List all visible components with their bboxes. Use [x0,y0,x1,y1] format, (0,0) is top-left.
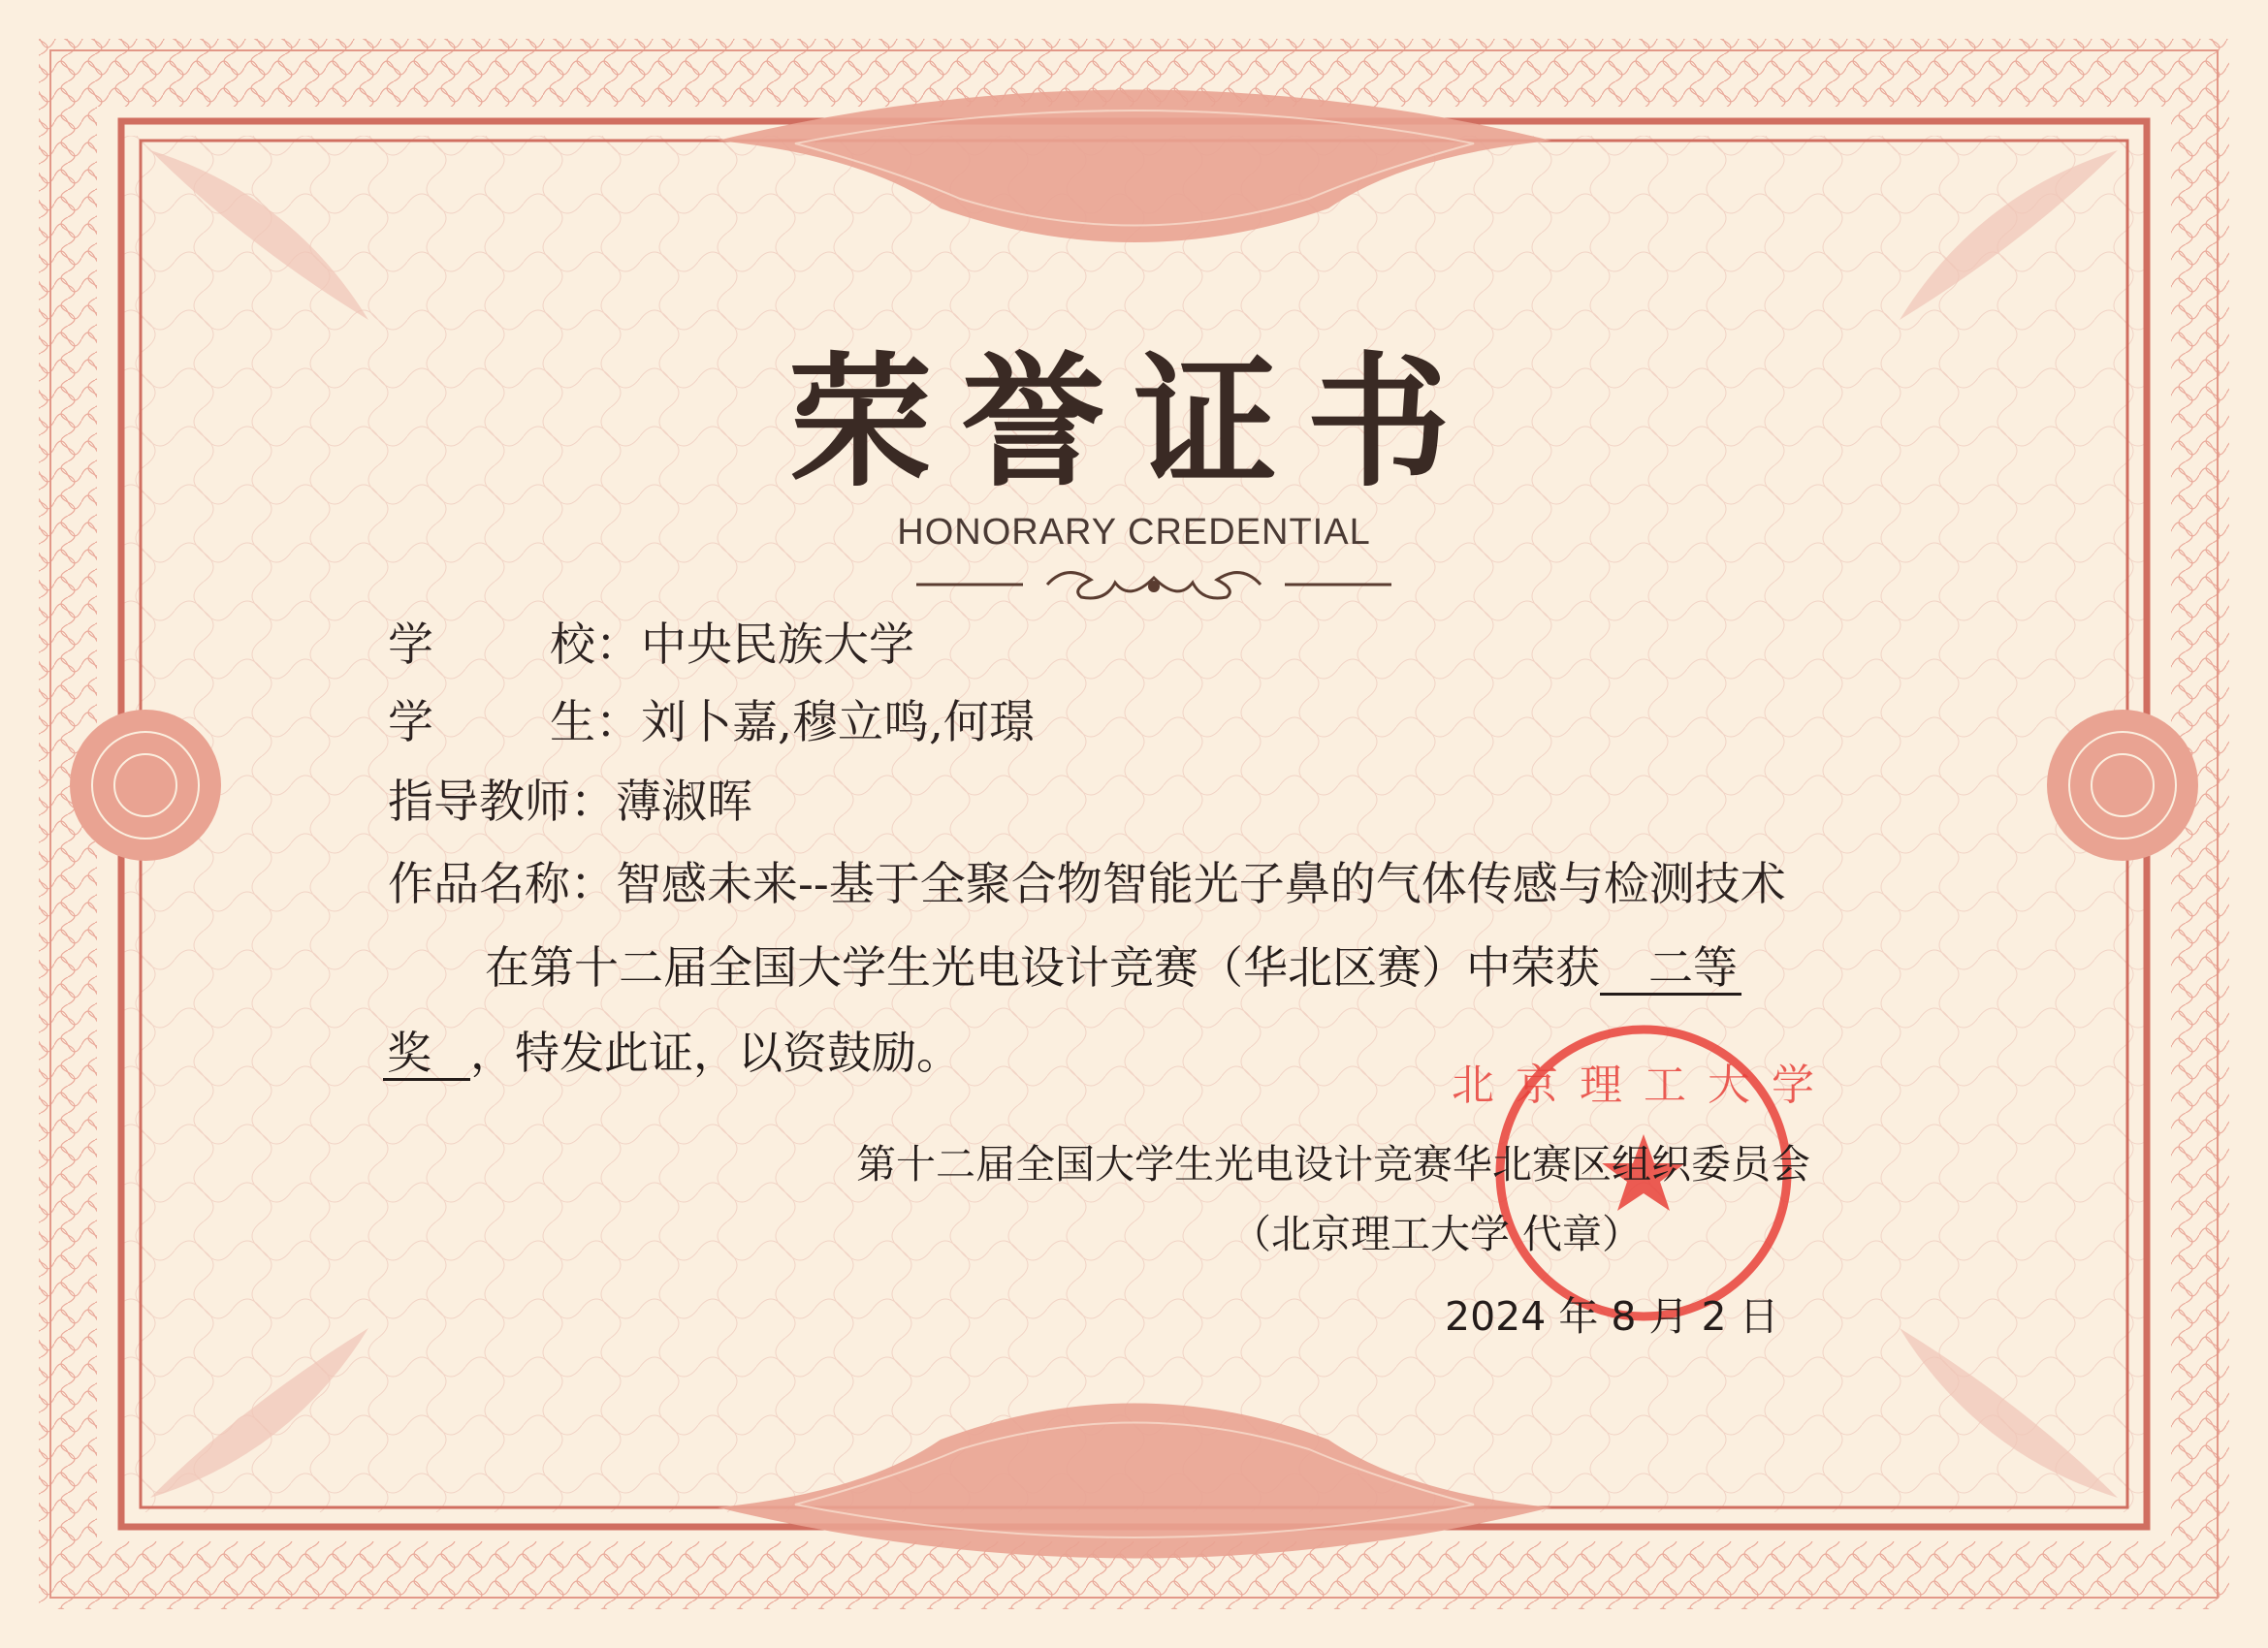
certificate-subtitle: HONORARY CREDENTIAL [897,512,1371,553]
award-sentence-line-2 [383,1018,961,1082]
students-label-char-2: 生： [550,696,641,749]
award-level-part-2: 奖 [383,1029,470,1081]
seal-text: 北京理工大学 [1452,1061,1836,1110]
students-value: 刘卜嘉,穆立鸣,何璟 [641,696,1035,749]
award-level-part-1: 二等 [1600,943,1741,996]
flourish-divider-icon [916,560,1391,609]
students-row [388,686,1035,751]
award-sentence-closing: ，特发此证，以资鼓励。 [470,1027,961,1079]
advisor-label: 指导教师： [388,776,616,829]
award-sentence-text: 在第十二届全国大学生光电设计竞赛（华北区赛）中荣获 [485,941,1600,994]
certificate-title: 荣誉证书 [788,337,1480,506]
school-row [388,609,914,674]
school-label-char-1: 学 [388,618,433,672]
students-label-char-1: 学 [388,696,433,749]
issue-date: 2024 年 8 月 2 日 [1445,1293,1779,1340]
work-title-value: 智感未来--基于全聚合物智能光子鼻的气体传感与检测技术 [616,858,1786,911]
issuing-organization: 第十二届全国大学生光电设计竞赛华北赛区组织委员会 [856,1141,1810,1188]
issuing-on-behalf: （北京理工大学 代章） [1231,1211,1643,1257]
work-title-row [388,848,1786,913]
advisor-value: 薄淑晖 [616,776,752,829]
work-title-label: 作品名称： [388,858,616,911]
school-label-char-2: 校： [550,618,641,672]
school-value: 中央民族大学 [641,618,914,672]
advisor-row [388,766,752,831]
award-sentence-line-1 [485,933,1741,997]
